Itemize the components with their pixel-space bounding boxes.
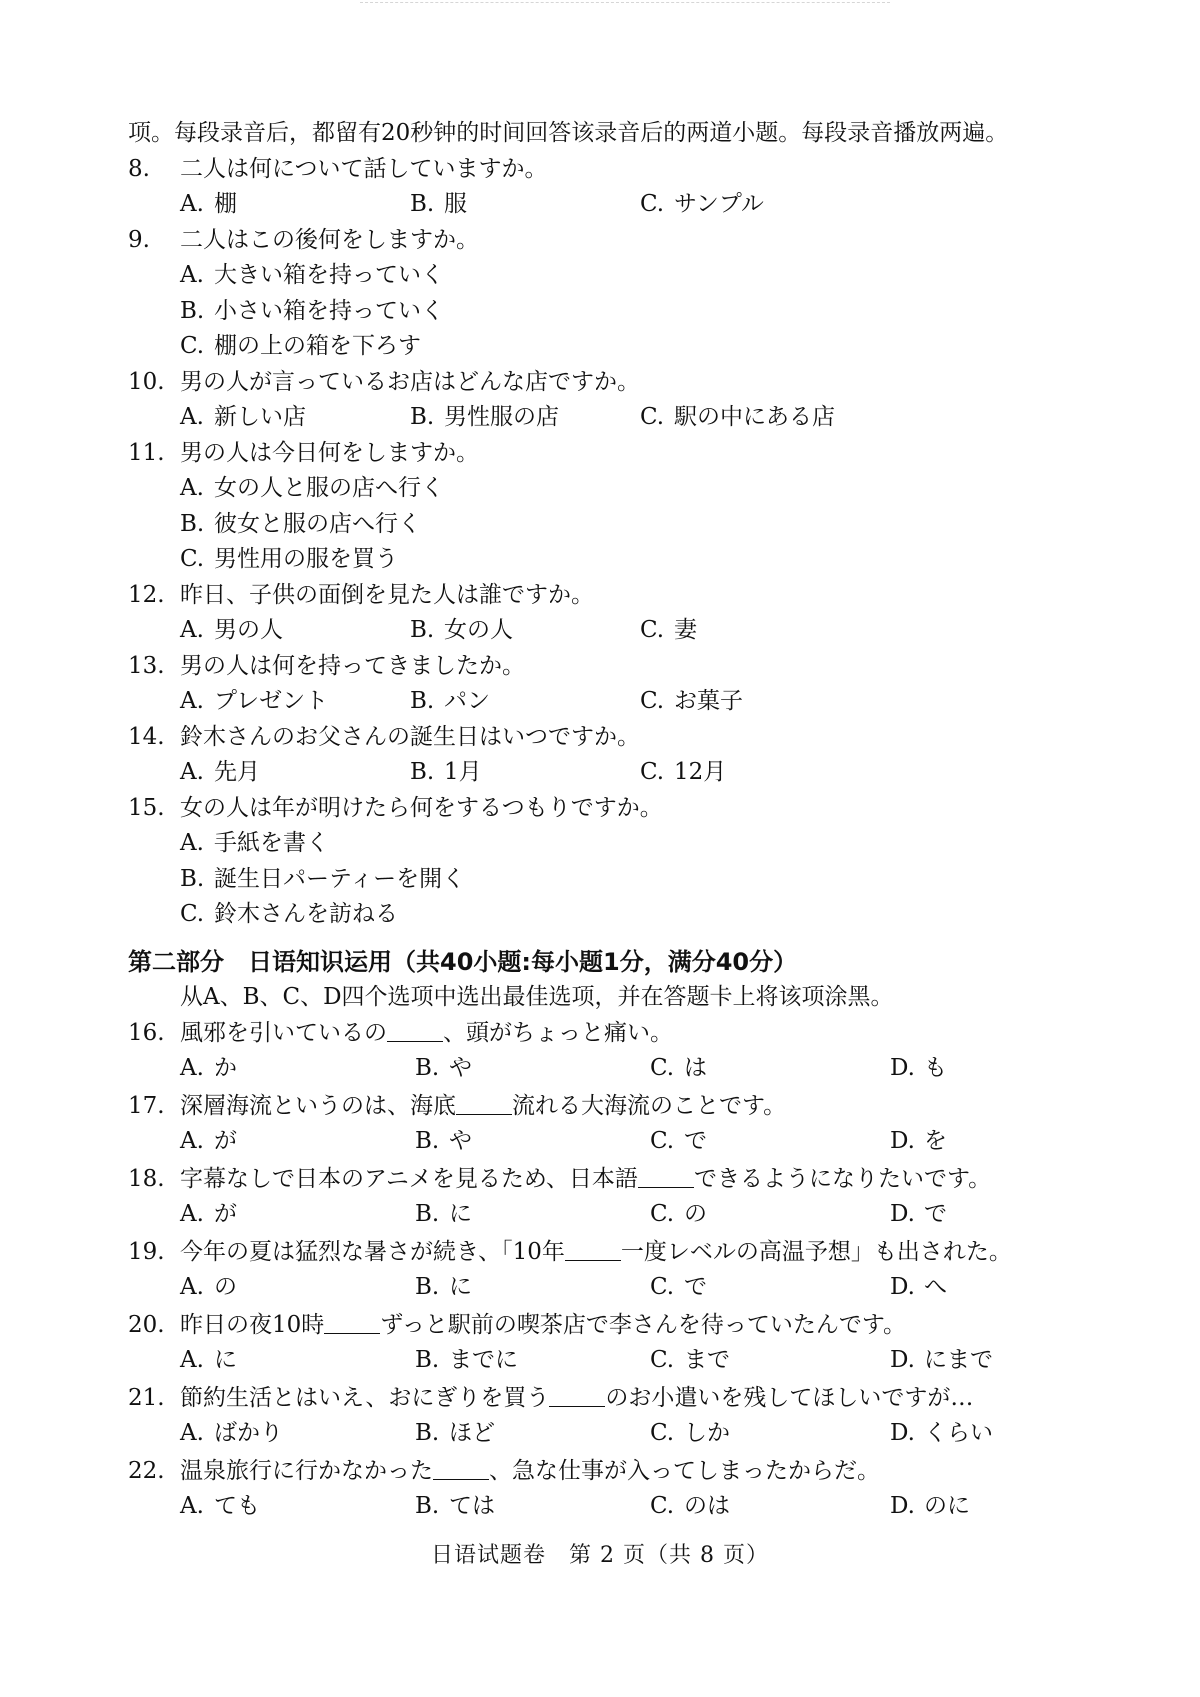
answer-option <box>410 757 482 787</box>
option-text: は <box>684 1054 707 1081</box>
option-letter: B. <box>180 297 205 324</box>
answer-option <box>415 1491 495 1521</box>
answer-option <box>180 1491 260 1521</box>
answer-option <box>180 1345 237 1375</box>
answer-option <box>650 1418 730 1448</box>
option-text: プレゼント <box>214 688 329 714</box>
question-stem <box>128 1018 673 1048</box>
option-letter: C. <box>650 1492 675 1519</box>
option-text: しか <box>684 1419 730 1446</box>
question-text-after: できるようになりたいです。 <box>693 1165 992 1192</box>
question-text: 二人はこの後何をしますか。 <box>180 226 479 253</box>
option-letter: A. <box>180 262 204 288</box>
question-number: 20. <box>128 1311 165 1338</box>
answer-blank <box>324 1313 380 1334</box>
option-text: か <box>214 1054 237 1081</box>
option-letter: C. <box>650 1419 675 1446</box>
answer-option <box>890 1491 970 1521</box>
answer-option <box>650 1272 707 1302</box>
question-text-before: 温泉旅行に行かなかった <box>180 1457 433 1484</box>
question-stem <box>128 367 640 397</box>
question-number: 15. <box>128 794 165 821</box>
option-letter: B. <box>410 191 435 217</box>
option-letter: A. <box>180 1419 204 1446</box>
question-text: 二人は何について話していますか。 <box>180 155 548 182</box>
question-text-after: 、急な仕事が入ってしまったからだ。 <box>489 1457 880 1484</box>
answer-blank <box>565 1240 621 1261</box>
question-text: 男の人が言っているお店はどんな店ですか。 <box>180 368 640 395</box>
answer-option <box>180 402 306 432</box>
answer-option <box>180 296 444 326</box>
answer-option <box>640 402 835 432</box>
answer-option <box>180 899 398 929</box>
question-number: 13. <box>128 652 165 679</box>
answer-blank <box>433 1459 489 1480</box>
option-letter: C. <box>650 1346 675 1373</box>
option-letter: A. <box>180 475 204 501</box>
option-text: や <box>449 1054 472 1081</box>
answer-option <box>180 544 398 574</box>
option-letter: B. <box>415 1492 440 1519</box>
answer-option <box>180 509 421 539</box>
option-text: ても <box>214 1492 260 1519</box>
question-text: 昨日、子供の面倒を見た人は誰ですか。 <box>180 581 594 608</box>
option-letter: C. <box>650 1200 675 1227</box>
option-text: 1月 <box>444 759 482 785</box>
option-text: 女の人と服の店へ行く <box>214 475 444 501</box>
question-text-before: 深層海流というのは、海底 <box>180 1092 456 1119</box>
option-text: 棚の上の箱を下ろす <box>214 333 421 359</box>
option-letter: B. <box>415 1054 440 1081</box>
question-text: 鈴木さんのお父さんの誕生日はいつですか。 <box>180 723 640 750</box>
option-text: が <box>214 1200 237 1227</box>
answer-option <box>890 1199 947 1229</box>
question-stem <box>128 1456 880 1486</box>
option-letter: D. <box>890 1492 915 1519</box>
answer-option <box>180 615 283 645</box>
option-letter: A. <box>180 617 204 643</box>
option-text: までに <box>449 1346 518 1373</box>
option-text: ばかり <box>214 1419 283 1446</box>
option-text: 彼女と服の店へ行く <box>214 510 421 537</box>
option-letter: C. <box>640 404 665 430</box>
question-number: 18. <box>128 1165 165 1192</box>
option-text: お菓子 <box>674 688 743 714</box>
answer-option <box>415 1199 472 1229</box>
option-text: に <box>214 1346 237 1373</box>
option-text: で <box>924 1200 947 1227</box>
option-letter: C. <box>650 1054 675 1081</box>
question-stem <box>128 651 525 681</box>
option-letter: A. <box>180 1492 204 1519</box>
answer-option <box>410 189 467 219</box>
answer-option <box>640 686 743 716</box>
option-text: も <box>924 1054 947 1081</box>
option-letter: A. <box>180 404 204 430</box>
answer-option <box>415 1272 472 1302</box>
option-letter: B. <box>410 759 435 785</box>
question-text-before: 昨日の夜10時 <box>180 1311 325 1338</box>
option-text: ては <box>449 1492 495 1519</box>
option-letter: C. <box>180 333 205 359</box>
option-text: にまで <box>924 1346 993 1373</box>
question-number: 17. <box>128 1092 165 1119</box>
question-stem <box>128 154 548 184</box>
option-letter: A. <box>180 191 204 217</box>
option-text: 誕生日パーティーを開く <box>214 865 466 892</box>
option-letter: D. <box>890 1419 915 1446</box>
answer-option <box>415 1126 472 1156</box>
question-text-after: 、頭がちょっと痛い。 <box>443 1019 673 1046</box>
question-stem <box>128 1310 906 1340</box>
option-letter: C. <box>640 688 665 714</box>
option-letter: D. <box>890 1273 915 1300</box>
option-letter: C. <box>640 759 665 785</box>
question-number: 9. <box>128 226 150 253</box>
option-text: の <box>684 1200 707 1227</box>
option-text: ほど <box>449 1419 495 1446</box>
section-title: 第二部分 日语知识运用（共40小题:每小题1分，满分40分） <box>128 947 798 976</box>
question-text-before: 風邪を引いているの <box>180 1019 387 1046</box>
option-text: 大きい箱を持っていく <box>214 262 444 288</box>
answer-option <box>180 331 421 361</box>
intro-line: 项。每段录音后，都留有20秒钟的时间回答该录音后的两道小题。每段录音播放两遍。 <box>128 120 1009 146</box>
option-text: のに <box>924 1492 970 1519</box>
answer-option <box>415 1053 472 1083</box>
question-number: 14. <box>128 723 165 750</box>
option-text: のは <box>684 1492 730 1519</box>
answer-option <box>410 615 513 645</box>
question-number: 11. <box>128 439 165 466</box>
answer-option <box>180 757 260 787</box>
question-text: 男の人は何を持ってきましたか。 <box>180 652 525 679</box>
option-letter: A. <box>180 759 204 785</box>
question-text-after: 流れる大海流のことです。 <box>512 1092 787 1119</box>
option-letter: C. <box>180 901 205 927</box>
option-letter: B. <box>180 865 205 892</box>
option-text: 手紙を書く <box>214 830 329 856</box>
answer-option <box>890 1126 947 1156</box>
question-number: 12. <box>128 581 165 608</box>
option-text: 駅の中にある店 <box>674 404 835 430</box>
option-letter: A. <box>180 688 204 714</box>
option-letter: A. <box>180 1273 204 1300</box>
answer-option <box>180 828 329 858</box>
option-text: 服 <box>444 191 467 217</box>
answer-option <box>650 1491 730 1521</box>
option-letter: D. <box>890 1200 915 1227</box>
option-text: に <box>449 1200 472 1227</box>
option-letter: D. <box>890 1346 915 1373</box>
option-text: 男性用の服を買う <box>214 546 398 572</box>
option-letter: D. <box>890 1127 915 1154</box>
answer-option <box>180 473 444 503</box>
answer-option <box>410 686 490 716</box>
answer-option <box>650 1126 707 1156</box>
option-text: パン <box>444 688 490 714</box>
option-letter: A. <box>180 1054 204 1081</box>
option-letter: A. <box>180 830 204 856</box>
question-number: 10. <box>128 368 165 395</box>
answer-option <box>180 1272 237 1302</box>
question-stem <box>128 1383 973 1413</box>
answer-option <box>415 1418 495 1448</box>
answer-blank <box>638 1167 694 1188</box>
question-stem <box>128 438 479 468</box>
question-number: 22. <box>128 1457 165 1484</box>
question-text-after: ずっと駅前の喫茶店で李さんを待っていたんです。 <box>380 1311 907 1338</box>
question-number: 19. <box>128 1238 165 1265</box>
option-letter: C. <box>650 1273 675 1300</box>
option-letter: D. <box>890 1054 915 1081</box>
option-text: 新しい店 <box>214 404 306 430</box>
question-text-before: 今年の夏は猛烈な暑さが続き、「10年 <box>180 1238 565 1265</box>
option-letter: B. <box>415 1127 440 1154</box>
answer-option <box>640 615 697 645</box>
question-number: 8. <box>128 155 150 182</box>
option-text: サンプル <box>674 191 764 217</box>
option-letter: A. <box>180 1200 204 1227</box>
answer-option <box>180 686 328 716</box>
question-text-after: 一度レベルの高温予想」も出された。 <box>620 1238 1012 1265</box>
answer-option <box>180 260 444 290</box>
option-letter: B. <box>410 617 435 643</box>
question-stem <box>128 722 640 752</box>
answer-blank <box>387 1021 443 1042</box>
option-letter: B. <box>180 510 205 537</box>
option-text: が <box>214 1127 237 1154</box>
option-text: を <box>924 1127 947 1154</box>
answer-option <box>180 1199 237 1229</box>
answer-option <box>890 1345 993 1375</box>
option-letter: C. <box>640 617 665 643</box>
question-number: 21. <box>128 1384 165 1411</box>
answer-option <box>650 1345 730 1375</box>
page-footer: 日语试题卷 第 2 页（共 8 页） <box>431 1543 769 1568</box>
option-text: に <box>449 1273 472 1300</box>
scan-marks <box>360 2 890 13</box>
question-stem <box>128 1091 786 1121</box>
answer-option <box>180 1053 237 1083</box>
answer-option <box>890 1418 993 1448</box>
option-text: 小さい箱を持っていく <box>214 297 444 324</box>
answer-option <box>890 1272 947 1302</box>
option-letter: C. <box>640 191 665 217</box>
question-text: 女の人は年が明けたら何をするつもりですか。 <box>180 794 663 821</box>
option-text: 妻 <box>674 617 697 643</box>
option-letter: B. <box>415 1419 440 1446</box>
option-letter: C. <box>180 546 205 572</box>
answer-option <box>410 402 559 432</box>
option-text: くらい <box>924 1419 993 1446</box>
option-text: 鈴木さんを訪ねる <box>214 901 398 927</box>
question-text-after: のお小遣いを残してほしいですが… <box>605 1384 974 1411</box>
question-stem <box>128 793 663 823</box>
option-letter: C. <box>650 1127 675 1154</box>
option-text: 男性服の店 <box>444 404 559 430</box>
question-stem <box>128 580 594 610</box>
question-stem <box>128 225 479 255</box>
option-letter: A. <box>180 1127 204 1154</box>
question-stem <box>128 1237 1012 1267</box>
option-text: へ <box>924 1273 947 1300</box>
answer-option <box>180 1126 237 1156</box>
question-number: 16. <box>128 1019 165 1046</box>
answer-option <box>180 189 237 219</box>
option-text: 男の人 <box>214 617 283 643</box>
option-letter: B. <box>415 1346 440 1373</box>
question-text-before: 字幕なしで日本のアニメを見るため、日本語 <box>180 1165 638 1192</box>
option-text: まで <box>684 1346 730 1373</box>
answer-option <box>650 1053 707 1083</box>
option-text: 女の人 <box>444 617 513 643</box>
answer-option <box>650 1199 707 1229</box>
option-letter: B. <box>410 404 435 430</box>
answer-blank <box>549 1386 605 1407</box>
option-letter: B. <box>410 688 435 714</box>
option-text: で <box>684 1127 707 1154</box>
answer-option <box>640 189 764 219</box>
section-instruction: 从A、B、C、D四个选项中选出最佳选项，并在答题卡上将该项涂黑。 <box>180 984 894 1010</box>
option-text: で <box>684 1273 707 1300</box>
answer-option <box>180 1418 283 1448</box>
answer-option <box>640 757 726 787</box>
option-text: の <box>214 1273 237 1300</box>
answer-blank <box>456 1094 512 1115</box>
option-text: 棚 <box>214 191 237 217</box>
answer-option <box>180 864 465 894</box>
question-text: 男の人は今日何をしますか。 <box>180 439 479 466</box>
option-text: 先月 <box>214 759 260 785</box>
option-text: 12月 <box>674 759 727 785</box>
option-letter: B. <box>415 1200 440 1227</box>
question-text-before: 節約生活とはいえ、おにぎりを買う <box>180 1384 550 1411</box>
option-letter: B. <box>415 1273 440 1300</box>
answer-option <box>415 1345 518 1375</box>
question-stem <box>128 1164 991 1194</box>
option-text: や <box>449 1127 472 1154</box>
option-letter: A. <box>180 1346 204 1373</box>
answer-option <box>890 1053 947 1083</box>
